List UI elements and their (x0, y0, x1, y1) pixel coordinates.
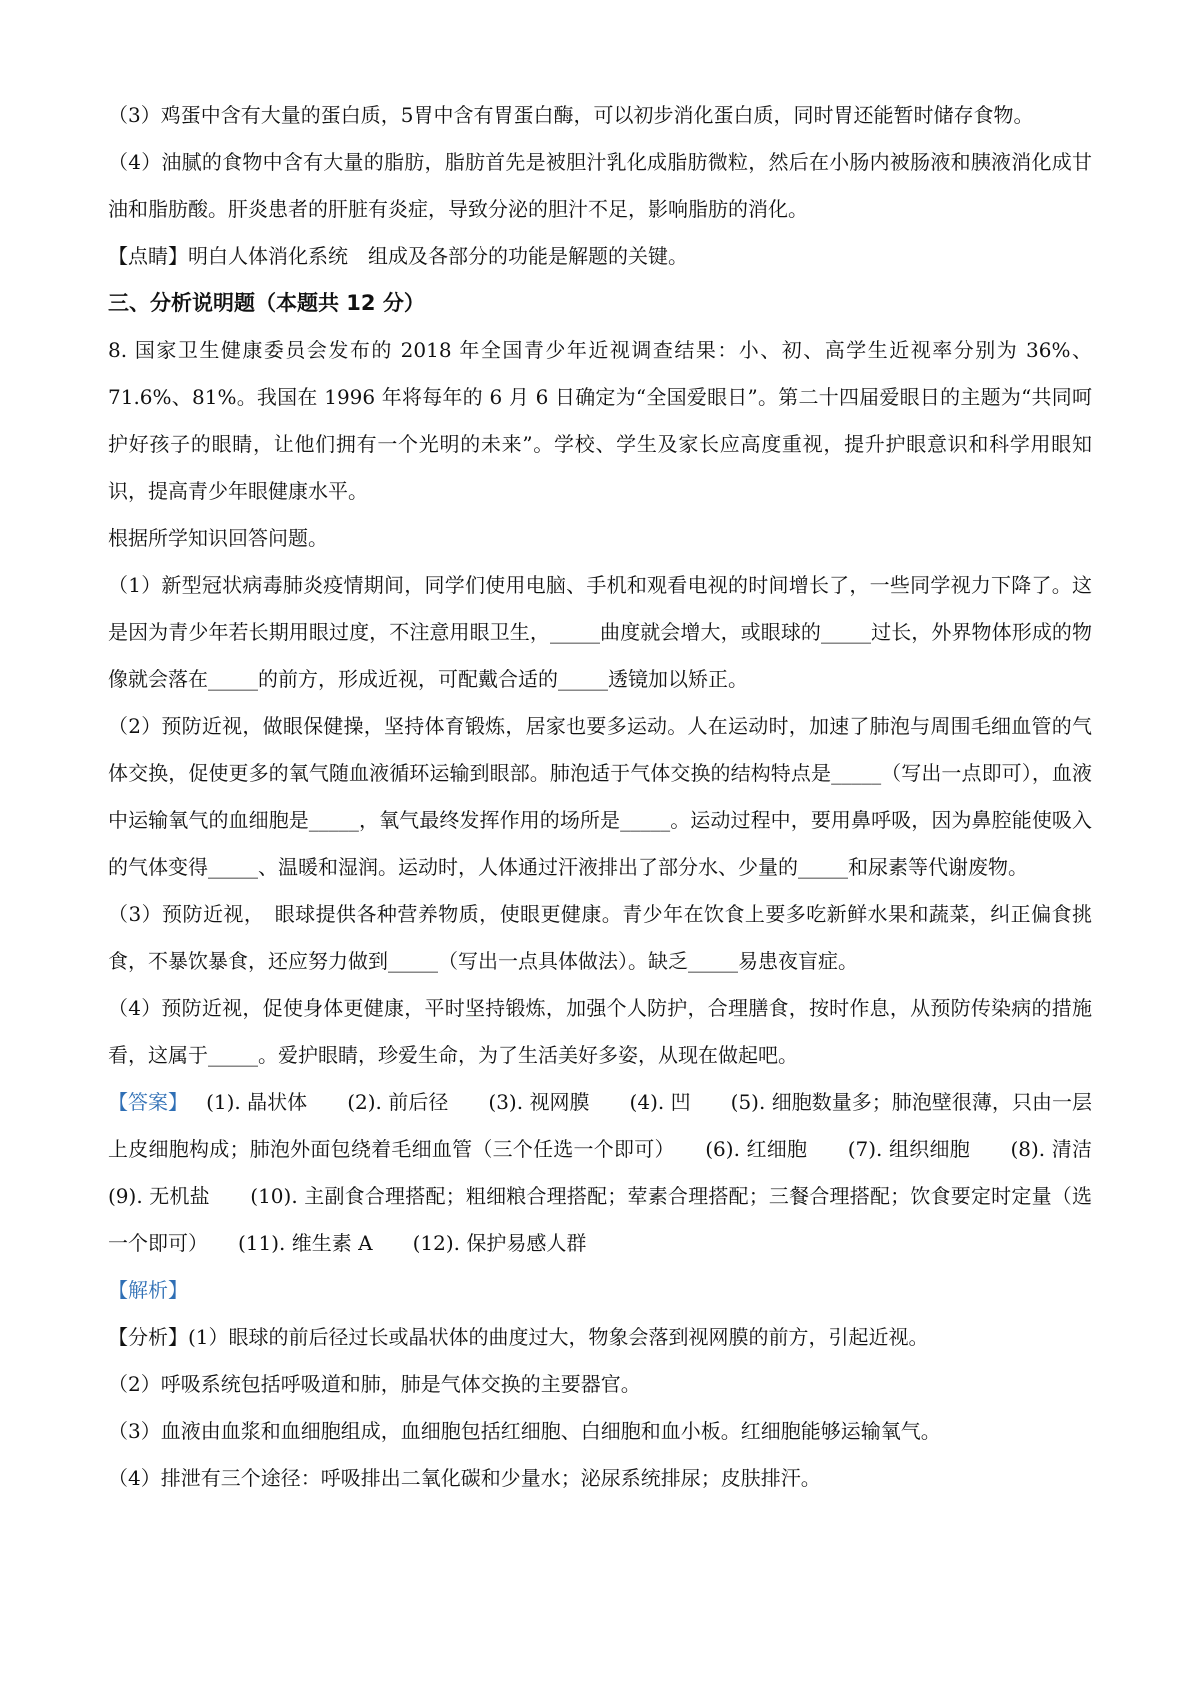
answer-block (108, 1079, 1132, 1267)
prev-answer-tip: 【点睛】明白人体消化系统 组成及各部分的功能是解题的关键。 (108, 244, 688, 268)
analysis-a1: 【分析】(1）眼球的前后径过长或晶状体的曲度过大，物象会落到视网膜的前方，引起近视。 (108, 1325, 929, 1349)
question-sub2: （2）预防近视，做眼保健操，坚持体育锻炼，居家也要多运动。人在运动时，加速了肺泡与周围毛细血管的气体交换，促使更多的氧气随血液循环运输到眼部。肺泡适于气体交换的结构特点是_____（写出一点即可），血液中运输氧气的血细胞是_____，氧气最终发挥作用的场所是_____。运动过程中，要用鼻呼吸，因为鼻腔能使吸入的气体变得_____、温暖和湿润。运动时，人体通过汗液排出了部分水、少量的_____和尿素等代谢废物。 (108, 714, 1092, 879)
question-sub1: （1）新型冠状病毒肺炎疫情期间，同学们使用电脑、手机和观看电视的时间增长了，一些同学视力下降了。这是因为青少年若长期用眼过度，不注意用眼卫生，_____曲度就会增大，或眼球的_____过长，外界物体形成的物像就会落在_____的前方，形成近视，可配戴合适的_____透镜加以矫正。 (108, 573, 1092, 691)
section-title: 三、分析说明题（本题共 12 分） (108, 291, 425, 315)
answer-text: (1). 晶状体 (2). 前后径 (3). 视网膜 (4). 凹 (5). 细胞数量多；肺泡壁很薄，只由一层上皮细胞构成；肺泡外面包绕着毛细血管（三个任选一个即可） (6). 红细胞 (7). 组织细胞 (8). 清洁 (9). 无机盐 (10). 主副食合理搭配；粗细粮合理搭配；荤素合理搭配；三餐合理搭配；饮食要定时定量（选一个即可） (11). 维生素 A (12). 保护易感人群 (108, 1090, 1132, 1255)
prev-answer-p4: （4）油腻的食物中含有大量的脂肪，脂肪首先是被胆汁乳化成脂肪微粒，然后在小肠内被肠液和胰液消化成甘油和脂肪酸。肝炎患者的肝脏有炎症，导致分泌的胆汁不足，影响脂肪的消化。 (108, 150, 1092, 221)
prev-answer-p3: （3）鸡蛋中含有大量的蛋白质，5胃中含有胃蛋白酶，可以初步消化蛋白质，同时胃还能暂时储存食物。 (108, 103, 1034, 127)
analysis-a3: （3）血液由血浆和血细胞组成，血细胞包括红细胞、白细胞和血小板。红细胞能够运输氧气。 (108, 1419, 941, 1443)
question-stem: 8. 国家卫生健康委员会发布的 2018 年全国青少年近视调查结果：小、初、高学生近视率分别为 36%、71.6%、81%。我国在 1996 年将每年的 6 月 6 日确定为“全国爱眼日”。第二十四届爱眼日的主题为“共同呵护好孩子的眼睛，让他们拥有一个光明的未来”。学校、学生及家长应高度重视，提升护眼意识和科学用眼知识，提高青少年眼健康水平。 (108, 338, 1092, 503)
question-sub3: （3）预防近视， 眼球提供各种营养物质，使眼更健康。青少年在饮食上要多吃新鲜水果和蔬菜，纠正偏食挑食，不暴饮暴食，还应努力做到_____（写出一点具体做法）。缺乏_____易患夜盲症。 (108, 902, 1092, 973)
analysis-a2: （2）呼吸系统包括呼吸道和肺，肺是气体交换的主要器官。 (108, 1372, 641, 1396)
question-prompt: 根据所学知识回答问题。 (108, 526, 328, 550)
analysis-a4: （4）排泄有三个途径：呼吸排出二氧化碳和少量水；泌尿系统排尿；皮肤排汗。 (108, 1466, 821, 1490)
analysis-label: 【解析】 (108, 1278, 188, 1302)
question-sub4: （4）预防近视，促使身体更健康，平时坚持锻炼，加强个人防护，合理膳食，按时作息，从预防传染病的措施看，这属于_____。爱护眼睛，珍爱生命，为了生活美好多姿，从现在做起吧。 (108, 996, 1092, 1067)
answer-label: 【答案】 (108, 1090, 189, 1114)
